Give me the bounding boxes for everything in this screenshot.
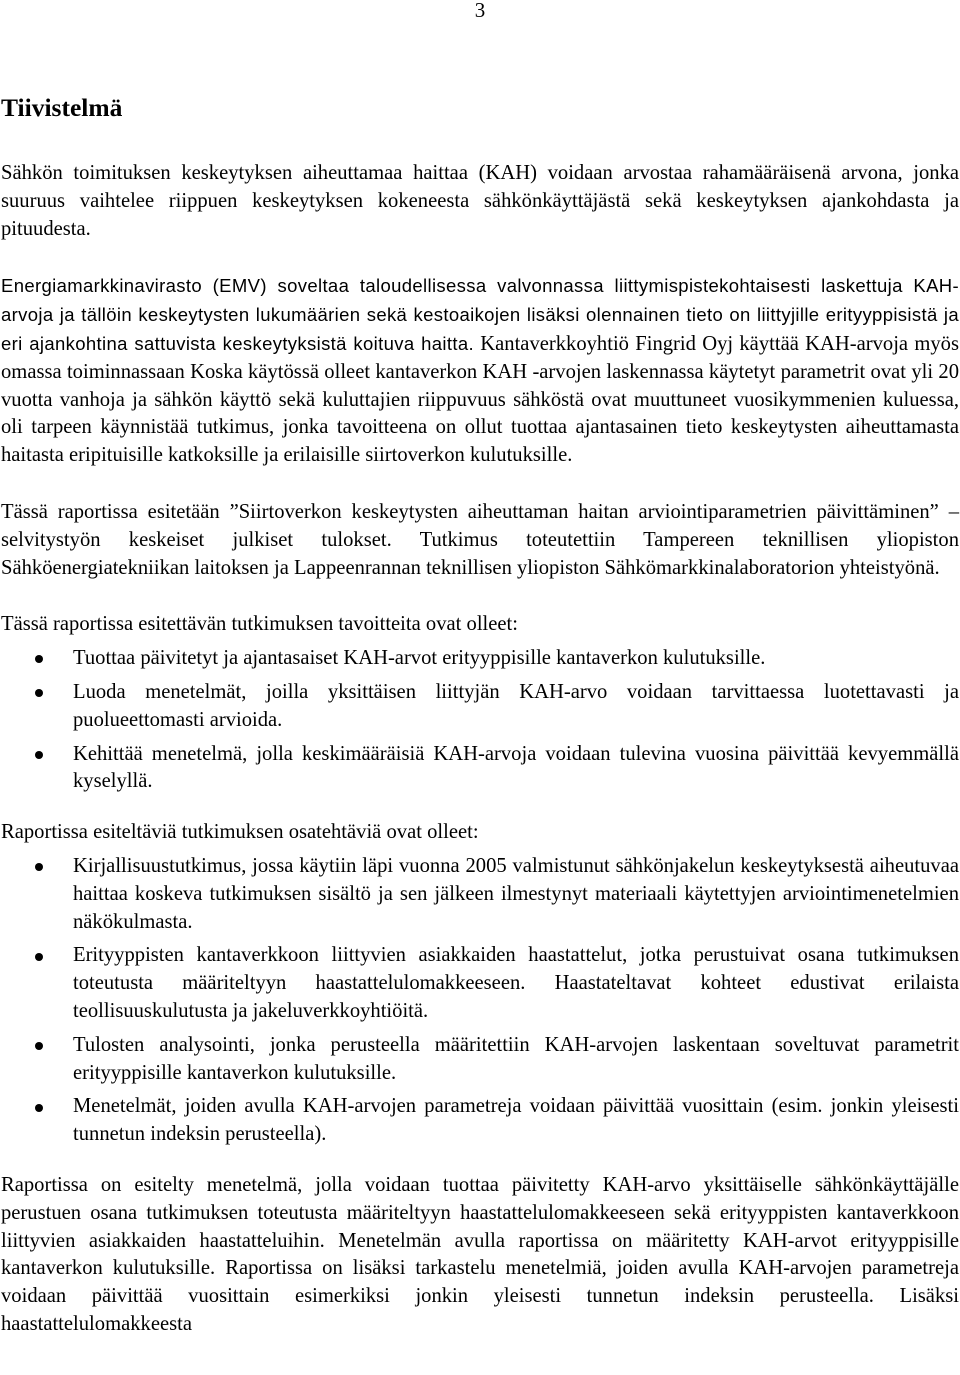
page-number: 3 xyxy=(474,0,486,22)
tasks-intro: Raportissa esiteltäviä tutkimuksen osatehtäviä ovat olleet: xyxy=(1,821,479,844)
bullet-icon xyxy=(32,853,46,881)
paragraph-regulation xyxy=(1,272,959,470)
list-item: Luoda menetelmät, joilla yksittäisen liittyjän KAH-arvo voidaan tarvittaessa luotettavasti ja puolueettomasti arvioida. xyxy=(1,679,959,735)
bullet-icon xyxy=(32,942,46,970)
list-item: Menetelmät, joiden avulla KAH-arvojen parametreja voidaan päivittää vuosittain (esim. jonkin yleisesti tunnetun indeksin perusteella). xyxy=(1,1093,959,1149)
section-title: Tiivistelmä xyxy=(1,93,123,122)
goals-list xyxy=(1,645,959,796)
bullet-icon xyxy=(32,741,46,769)
bullet-icon xyxy=(32,1032,46,1060)
list-item: Kirjallisuustutkimus, jossa käytiin läpi vuonna 2005 valmistunut sähkönjakelun keskeytyksestä aiheutuvaa haittaa koskeva tutkimuksen sisältö ja sen jälkeen ilmestynyt materiaali käytettyjen arviointimenetelmien näkökulmasta. xyxy=(1,853,959,936)
paragraph-report: Tässä raportissa esitetään ”Siirtoverkon keskeytysten aiheuttaman haitan arviointiparametrien päivittäminen” –selvitystyön keskeiset julkiset tulokset. Tutkimus toteutettiin Tampereen teknillisen yliopiston Sähköenergiatekniikan laitoksen ja Lappeenrannan teknillisen yliopiston Sähkömarkkinalaboratorion yhteistyönä. xyxy=(1,500,959,579)
bullet-icon xyxy=(32,645,46,673)
paragraph-intro: Sähkön toimituksen keskeytyksen aiheuttamaa haittaa (KAH) voidaan arvostaa rahamääräisenä arvona, jonka suuruus vaihtelee riippuen keskeytyksen kokeneesta sähkönkäyttäjästä sekä keskeytyksen ajankohdasta ja pituudesta. xyxy=(1,162,959,240)
bullet-icon xyxy=(32,1093,46,1121)
list-item: Tulosten analysointi, jonka perusteella määritettiin KAH-arvojen laskentaan soveltuvat parametrit erityyppisille kantaverkon kulutuksille. xyxy=(1,1032,959,1088)
bullet-icon xyxy=(32,679,46,707)
paragraph-regulation-part-1: Energiamarkkinavirasto (EMV) soveltaa taloudellisessa valvonnassa liittymispistekohtaisesti laskettuja KAH-arvoja ja tällöin keskeytysten lukumäärien sekä kestoaikojen lisäksi olennainen tieto on liittyjille erityyppisistä ja eri ajankohtina sattuvista keskeytyksistä koituva haitta. xyxy=(1,275,959,354)
list-item: Kehittää menetelmä, jolla keskimääräisiä KAH-arvoja voidaan tulevina vuosina päivittää kevyemmällä kyselyllä. xyxy=(1,741,959,797)
list-item: Tuottaa päivitetyt ja ajantasaiset KAH-arvot erityyppisille kantaverkon kulutuksille. xyxy=(1,645,959,673)
document-body xyxy=(1,92,959,1339)
paragraph-regulation-part-2: Kantaverkkoyhtiö Fingrid Oyj käyttää KAH-arvoja myös omassa toiminnassaan Koska käytössä olleet kantaverkon KAH -arvojen laskennassa käytetyt parametrit ovat yli 20 vuotta vanhoja ja sähkön käyttö sekä kuluttajien riippuvuus sähköstä ovat muuttuneet vuosikymmenien kuluessa, oli tarpeen käynnistää tutkimus, jonka tavoitteena on ollut tuottaa ajantasainen tieto keskeytysten aiheuttamasta haitasta eripituisille katkoksille ja erilaisille siirtoverkon kulutuksille. xyxy=(1,332,959,467)
list-item: Erityyppisten kantaverkkoon liittyvien asiakkaiden haastattelut, jotka perustuivat osana tutkimuksen toteutusta määriteltyyn haastattelulomakkeeseen. Haastateltavat kohteet edustivat erilaista teollisuuskulutusta ja jakeluverkkoyhtiöitä. xyxy=(1,942,959,1025)
paragraph-method: Raportissa on esitelty menetelmä, jolla voidaan tuottaa päivitetty KAH-arvo yksittäiselle sähkönkäyttäjälle perustuen osana tutkimuksen toteutusta määriteltyyn haastattelulomakkeeseen sekä erityyppisten kantaverkkoon liittyvien asiakkaiden haastatteluihin. Menetelmän avulla raportissa on määritetty KAH-arvot erityyppisille kantaverkon kulutuksille. Raportissa on lisäksi tarkastelu menetelmiä, joiden avulla KAH-arvojen parametreja voidaan päivittää vuosittain esimerkiksi jonkin yleisesti tunnetun indeksin perusteella. Lisäksi haastattelulomakkeesta xyxy=(1,1173,959,1335)
tasks-list xyxy=(1,853,959,1149)
goals-intro: Tässä raportissa esitettävän tutkimuksen tavoitteita ovat olleet: xyxy=(1,613,518,636)
